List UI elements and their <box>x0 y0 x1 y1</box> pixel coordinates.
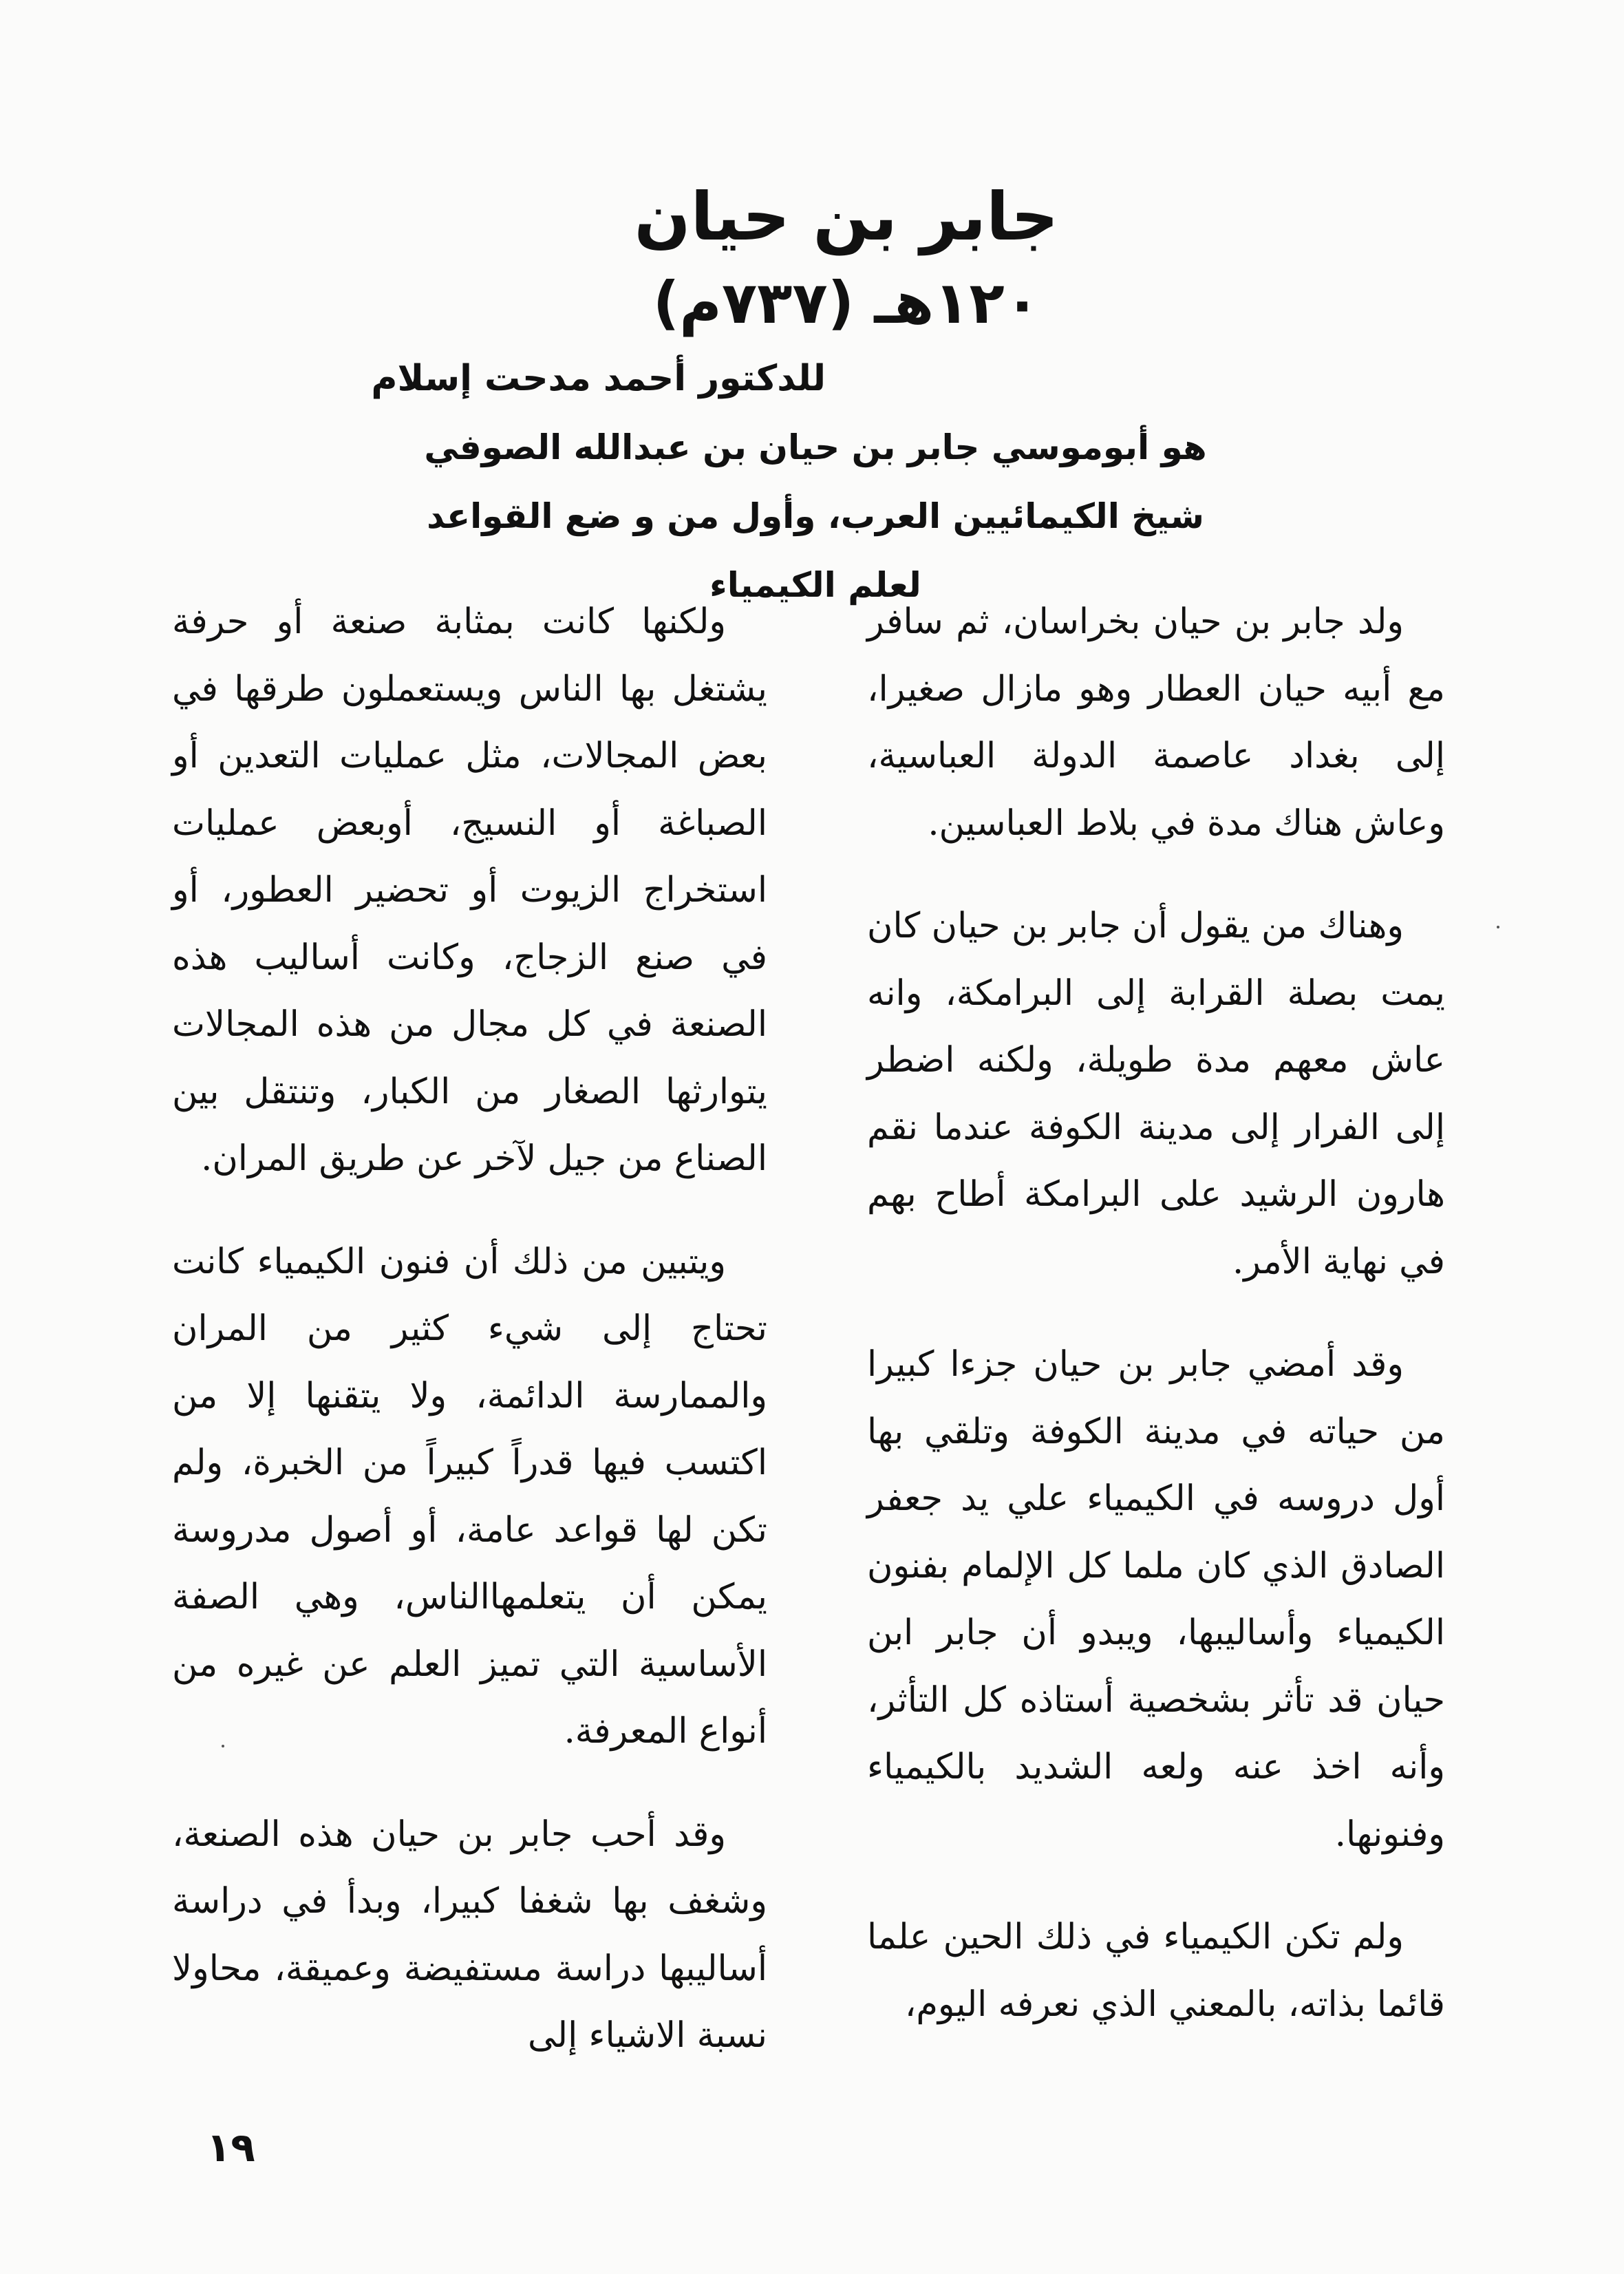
paragraph: ويتبين من ذلك أن فنون الكيمياء كانت تحتاج إلى شيء كثير من المران والممارسة الدائمة، ولا يتقنها إلا من اكتسب فيها قدراً كبيراً من الخبرة، ولم تكن لها قواعد عامة، أو أصول مدروسة يمكن أن يتعلمهاالناس، وهي الصفة الأساسية التي تميز العلم عن غيره من أنواع المعرفة. <box>172 1241 767 1752</box>
page-number: ١٩ <box>206 2124 255 2171</box>
text-column-left <box>172 588 767 2070</box>
scan-speck <box>222 1745 224 1747</box>
paragraph: ولد جابر بن حيان بخراسان، ثم سافر مع أبيه حيان العطار وهو مازال صغيرا، إلى بغداد عاصمة الدولة العباسية، وعاش هناك مدة في بلاط العباسين. <box>867 602 1445 844</box>
paragraph: وقد أمضي جابر بن حيان جزءا كبيرا من حياته في مدينة الكوفة وتلقي بها أول دروسه في الكيمياء علي يد جعفر الصادق الذي كان ملما كل الإلمام بفنون الكيمياء وأساليبها، ويبدو أن جابر ابن حيان قد تأثر بشخصية أستاذه كل التأثر، وأنه اخذ عنه ولعه الشديد بالكيمياء وفنونها. <box>867 1344 1445 1855</box>
paragraph: ولكنها كانت بمثابة صنعة أو حرفة يشتغل بها الناس ويستعملون طرقها في بعض المجالات، مثل عمليات التعدين أو الصباغة أو النسيج، أوبعض عمليات استخراج الزيوت أو تحضير العطور، أو في صنع الزجاج، وكانت أساليب هذه الصنعة في كل مجال من هذه المجالات يتوارثها الصغار من الكبار، وتنتقل بين الصناع من جيل لآخر عن طريق المران. <box>172 602 767 1179</box>
intro-line: هو أبوموسي جابر بن حيان بن عبدالله الصوفي <box>424 427 1207 467</box>
intro-line: شيخ الكيمائيين العرب، وأول من و ضع القواعد لعلم الكيمياء <box>427 496 1204 605</box>
article-author: للدكتور أحمد مدحت إسلام <box>371 358 826 399</box>
article-title: جابر بن حيان <box>634 178 1059 255</box>
article-dates: ١٢٠هـ (٧٣٧م) <box>652 269 1040 337</box>
text-column-right <box>867 588 1445 2038</box>
paragraph: وقد أحب جابر بن حيان هذه الصنعة، وشغف بها شغفا كبيرا، وبدأ في دراسة أساليبها دراسة مستفيضة وعميقة، محاولا نسبة الاشياء إلى <box>172 1814 767 2056</box>
paragraph: وهناك من يقول أن جابر بن حيان كان يمت بصلة القرابة إلى البرامكة، وانه عاش معهم مدة طويلة، ولكنه اضطر إلى الفرار إلى مدينة الكوفة عندما نقم هارون الرشيد على البرامكة أطاح بهم في نهاية الأمر. <box>867 906 1445 1282</box>
scan-speck <box>1497 926 1499 928</box>
paragraph: ولم تكن الكيمياء في ذلك الحين علما قائما بذاته، بالمعني الذي نعرفه اليوم، <box>867 1917 1445 2025</box>
